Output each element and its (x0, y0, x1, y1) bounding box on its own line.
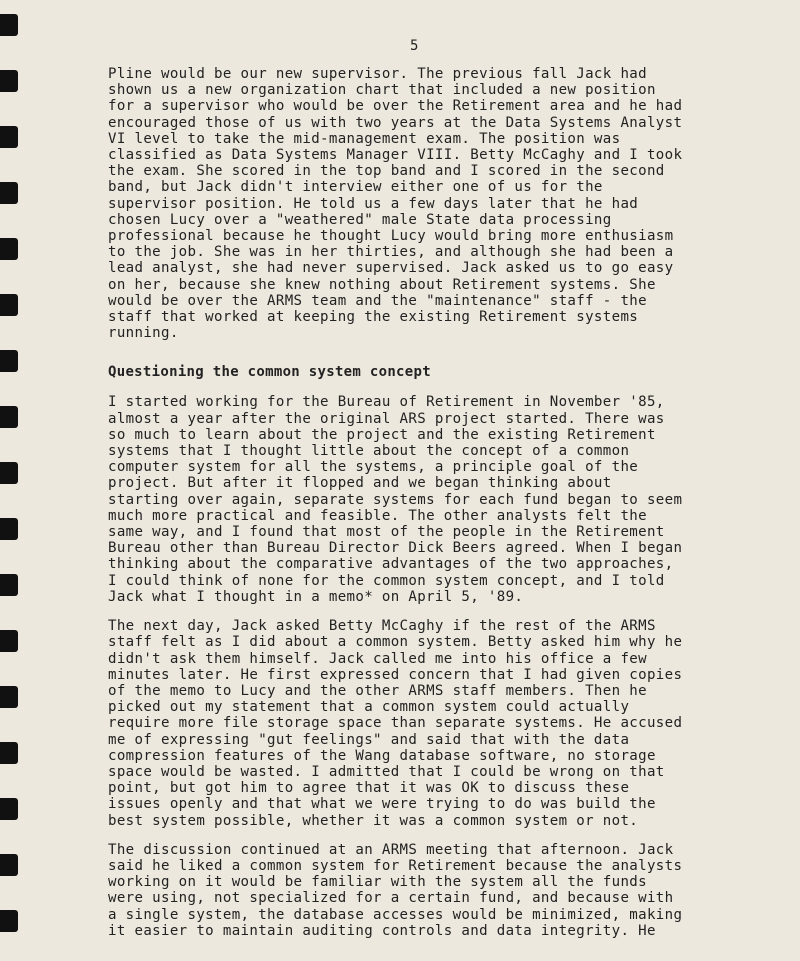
section-heading: Questioning the common system concept (108, 364, 431, 381)
binding-hole (0, 630, 18, 652)
binding-hole (0, 294, 18, 316)
spiral-binding (0, 0, 22, 961)
binding-hole (0, 854, 18, 876)
binding-hole (0, 686, 18, 708)
binding-hole (0, 14, 18, 36)
binding-hole (0, 462, 18, 484)
paragraph-3: The next day, Jack asked Betty McCaghy if the rest of the ARMS staff felt as I did about a common system. Betty asked him why he didn't ask them himself. Jack called me into his office a few minutes later. He first expressed concern that I had given copies of the memo to Lucy and the other ARMS staff members. Then he picked out my statement that a common system could actually require more file storage space than separate systems. He accused me of expressing "gut feelings" and said that with the data compression features of the Wang database software, no storage space would be wasted. I admitted that I could be wrong on that point, but got him to agree that it was OK to discuss these issues openly and that what we were trying to do was build the best system possible, whether it was a common system or not. (108, 618, 683, 829)
page-body (108, 66, 726, 939)
paragraph-1: Pline would be our new supervisor. The previous fall Jack had shown us a new organization chart that included a new position for a supervisor who would be over the Retirement area and he had encouraged those of us with two years at the Data Systems Analyst VI level to take the mid-management exam. The position was classified as Data Systems Manager VIII. Betty McCaghy and I took the exam. She scored in the top band and I scored in the second band, but Jack didn't interview either one of us for the supervisor position. He told us a few days later that he had chosen Lucy over a "weathered" male State data processing professional because he thought Lucy would bring more enthusiasm to the job. She was in her thirties, and although she had been a lead analyst, she had never supervised. Jack asked us to go easy on her, because she knew nothing about Retirement systems. She would be over the ARMS team and the "maintenance" staff - the staff that worked at keeping the existing Retirement systems running. (108, 66, 683, 342)
binding-hole (0, 574, 18, 596)
binding-hole (0, 126, 18, 148)
binding-hole (0, 798, 18, 820)
binding-hole (0, 238, 18, 260)
binding-hole (0, 182, 18, 204)
binding-hole (0, 406, 18, 428)
binding-hole (0, 910, 18, 932)
binding-hole (0, 518, 18, 540)
binding-hole (0, 70, 18, 92)
paragraph-4: The discussion continued at an ARMS meeting that afternoon. Jack said he liked a common system for Retirement because the analysts working on it would be familiar with the system all the funds were using, not specialized for a certain fund, and because with a single system, the database accesses would be minimized, making it easier to maintain auditing controls and data integrity. He (108, 841, 683, 939)
page-number: 5 (410, 38, 419, 54)
binding-hole (0, 350, 18, 372)
paragraph-2: I started working for the Bureau of Retirement in November '85, almost a year after the original ARS project started. There was so much to learn about the project and the existing Retirement systems that I thought little about the concept of a common computer system for all the systems, a principle goal of the project. But after it flopped and we began thinking about starting over again, separate systems for each fund began to seem much more practical and feasible. The other analysts felt the same way, and I found that most of the people in the Retirement Bureau other than Bureau Director Dick Beers agreed. When I began thinking about the comparative advantages of the two approaches, I could think of none for the common system concept, and I told Jack what I thought in a memo* on April 5, '89. (108, 394, 683, 605)
binding-hole (0, 742, 18, 764)
